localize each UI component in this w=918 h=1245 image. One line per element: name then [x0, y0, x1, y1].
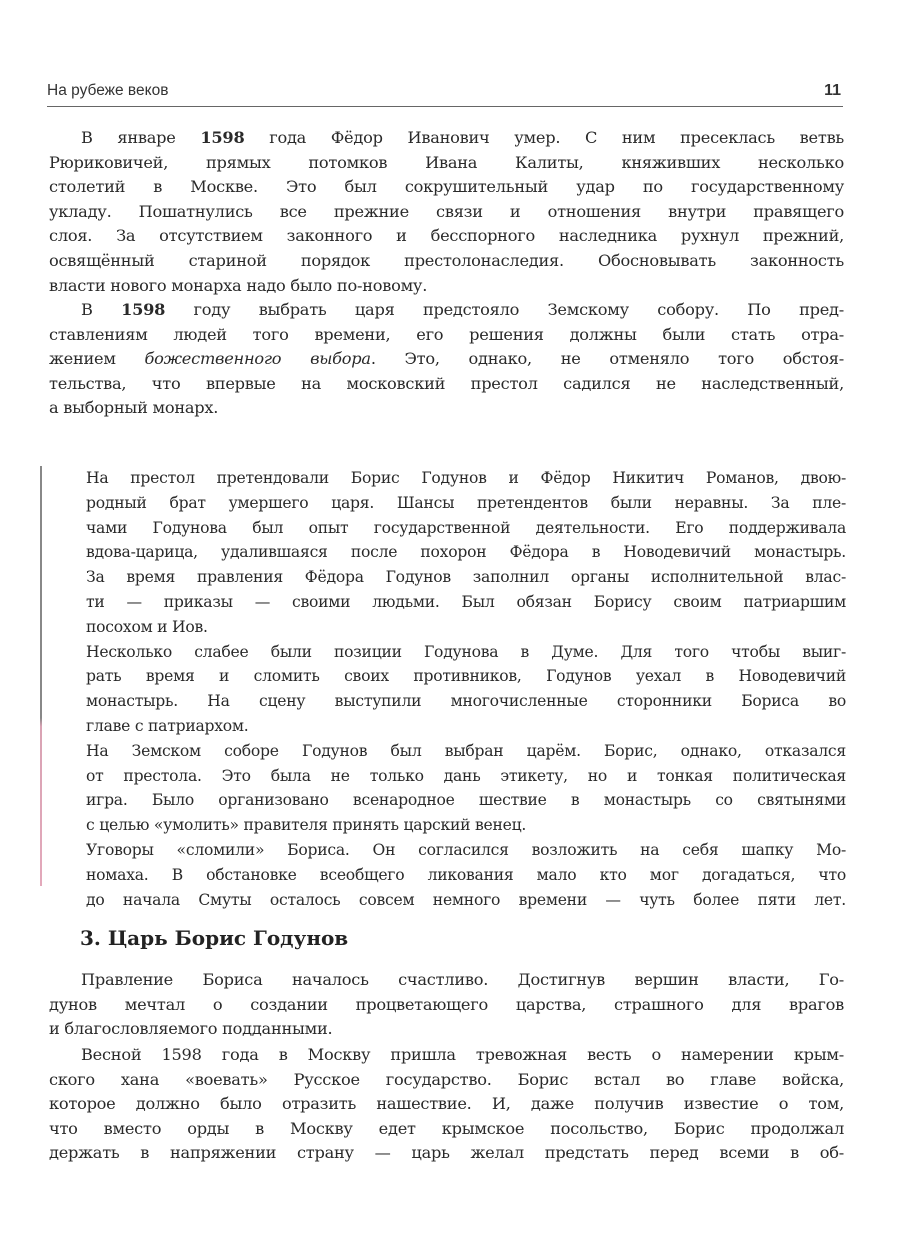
text-line: На престол претендовали Борис Годунов и Фёдор Никитич Романов, двою-: [86, 469, 846, 487]
paragraph-4: [49, 1043, 844, 1166]
text-line: а выборный монарх.: [49, 398, 219, 418]
text-line: Несколько слабее были позиции Годунова в Думе. Для того чтобы выиг-: [86, 642, 846, 661]
text-line: до начала Смуты осталось совсем немного времени — чуть более пяти лет.: [86, 890, 846, 909]
section-heading: 3. Царь Борис Годунов: [80, 926, 349, 950]
text-line: и благословляемого подданными.: [49, 1019, 333, 1039]
text-line: чами Годунова был опыт государственной деятельности. Его поддерживала: [86, 518, 846, 537]
text-line: освящённый стариной порядок престолонаследия. Обосновывать законность: [49, 250, 844, 270]
text-line: игра. Было организовано всенародное шествие в монастырь со святынями: [86, 791, 846, 810]
text-line: главе с патриархом.: [86, 716, 249, 735]
text-line: Уговоры «сломили» Бориса. Он согласился возложить на себя шапку Мо-: [86, 840, 846, 859]
text-line: рать время и сломить своих противников, Годунов уехал в Новодевичий: [86, 667, 846, 686]
text-line: На Земском соборе Годунов был выбран царём. Борис, однако, отказался: [86, 741, 846, 760]
text-line: укладу. Пошатнулись все прежние связи и отношения внутри правящего: [49, 201, 844, 221]
text-line: ти — приказы — своими людьми. Был обязан Борису своим патриаршим: [86, 592, 846, 611]
text-line: с целью «умолить» правителя принять царский венец.: [86, 816, 527, 835]
text-run: году выбрать царя предстояло Земскому собору. По пред-: [165, 300, 844, 319]
text-run: В январе: [81, 128, 201, 147]
text-line: вдова-царица, удалившаяся после похорон Фёдора в Новодевичий монастырь.: [86, 543, 846, 562]
paragraph-2: [49, 298, 844, 421]
supplementary-text-block: [40, 466, 846, 909]
text-line: номаха. В обстановке всеобщего ликования мало кто мог догадаться, что: [86, 865, 846, 884]
paragraph-3: [49, 968, 844, 1042]
text-run: . Это, однако, не отменяло того обстоя-: [370, 349, 844, 369]
text-line: За время правления Фёдора Годунов заполнил органы исполнительной влас-: [86, 568, 846, 587]
aside-left-bar: [40, 466, 42, 886]
aside-text: [86, 466, 846, 912]
text-line: посохом и Иов.: [86, 617, 208, 636]
text-line: держать в напряжении страну — царь желал предстать перед всеми в об-: [49, 1143, 844, 1163]
paragraph-1: [49, 126, 844, 298]
text-line: [49, 347, 844, 372]
text-line: родный брат умершего царя. Шансы претендентов были неравны. За пле-: [86, 493, 846, 512]
text-line: слоя. За отсутствием законного и бесспорного наследника рухнул прежний,: [49, 226, 844, 246]
emphasis-italic: божественного выбора: [144, 349, 371, 369]
header-rule: [47, 106, 843, 107]
year-bold: 1598: [121, 300, 166, 319]
year-bold: 1598: [200, 128, 245, 147]
text-line: что вместо орды в Москву едет крымское посольство, Борис продолжал: [49, 1118, 844, 1138]
page-number: 11: [824, 82, 841, 99]
text-run: В: [81, 300, 122, 319]
running-title: На рубеже веков: [47, 82, 169, 99]
running-header: [47, 82, 843, 102]
text-line: [49, 298, 844, 323]
text-line: [49, 126, 844, 151]
text-line: столетий в Москве. Это был сокрушительный удар по государственному: [49, 177, 844, 197]
text-line: от престола. Это была не только дань этикету, но и тонкая политическая: [86, 766, 846, 785]
text-line: Весной 1598 года в Москву пришла тревожная весть о намерении крым-: [81, 1045, 844, 1064]
text-run: года Фёдор Иванович умер. С ним пресеклась ветвь: [244, 128, 844, 147]
text-line: Рюриковичей, прямых потомков Ивана Калиты, княживших несколько: [49, 152, 844, 172]
text-line: Правление Бориса началось счастливо. Достигнув вершин власти, Го-: [81, 970, 844, 989]
text-line: ского хана «воевать» Русское государство. Борис встал во главе войска,: [49, 1069, 844, 1089]
text-line: власти нового монарха надо было по-новому.: [49, 275, 428, 295]
text-line: монастырь. На сцену выступили многочисленные сторонники Бориса во: [86, 692, 846, 711]
text-line: ставлениям людей того времени, его решения должны были стать отра-: [49, 324, 844, 344]
text-line: тельства, что впервые на московский престол садился не наследственный,: [49, 373, 844, 393]
text-run: жением: [49, 349, 145, 369]
text-line: дунов мечтал о создании процветающего царства, страшного для врагов: [49, 994, 844, 1014]
text-line: которое должно было отразить нашествие. И, даже получив известие о том,: [49, 1094, 844, 1114]
